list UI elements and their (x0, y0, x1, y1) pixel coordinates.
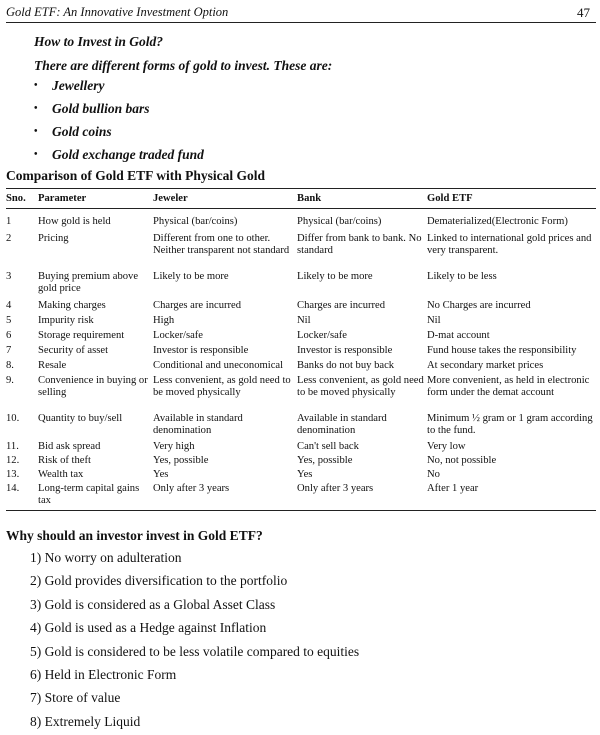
cell-jeweler: Available in standard denomination (153, 413, 243, 436)
cell-sno: 5 (6, 315, 12, 326)
column-header-parameter: Parameter (38, 193, 87, 204)
list-item: 8) Extremely Liquid (30, 713, 141, 729)
running-title: Gold ETF: An Innovative Investment Option (6, 5, 229, 19)
cell-bank: Less convenient, as gold need to be moved physically (297, 375, 424, 398)
cell-jeweler: Yes, possible (153, 455, 209, 466)
cell-gold-etf: Nil (427, 315, 441, 326)
table-row (6, 330, 596, 345)
page-header (6, 5, 594, 23)
cell-sno: 1 (6, 216, 12, 227)
list-item-label: Jewellery (52, 78, 105, 93)
cell-sno: 14. (6, 483, 20, 494)
cell-sno: 12. (6, 455, 20, 466)
cell-sno: 3 (6, 271, 12, 282)
cell-gold-etf: Fund house takes the responsibility (427, 345, 577, 356)
cell-sno: 10. (6, 413, 20, 424)
intro-subheading: There are different forms of gold to invest. These are: (34, 58, 333, 73)
cell-parameter: Wealth tax (38, 469, 84, 480)
list-item: 2) Gold provides diversification to the portfolio (30, 573, 288, 589)
cell-sno: 8. (6, 360, 14, 371)
column-header-sno: Sno. (6, 193, 26, 204)
gold-forms-list (34, 74, 434, 166)
column-header-bank: Bank (297, 193, 322, 204)
bullet-icon: • (34, 103, 38, 114)
table-title: Comparison of Gold ETF with Physical Gold (6, 168, 266, 183)
cell-bank: Yes (297, 469, 313, 480)
list-item-label: Gold bullion bars (52, 101, 150, 116)
table-row (6, 483, 596, 510)
cell-sno: 13. (6, 469, 20, 480)
cell-sno: 4 (6, 300, 12, 311)
cell-jeweler: Very high (153, 441, 195, 452)
column-header-gold-etf: Gold ETF (427, 193, 473, 204)
bullet-icon: • (34, 126, 38, 137)
cell-gold-etf: No (427, 469, 440, 480)
cell-jeweler: High (153, 315, 175, 326)
table-row (6, 315, 596, 330)
list-item (34, 120, 434, 143)
cell-gold-etf: No Charges are incurred (427, 300, 531, 311)
cell-sno: 11. (6, 441, 19, 452)
table-row (6, 216, 596, 233)
list-item: 7) Store of value (30, 690, 121, 706)
table-row (6, 233, 596, 271)
cell-sno: 9. (6, 375, 14, 386)
cell-jeweler: Likely to be more (153, 271, 229, 282)
cell-bank: Can't sell back (297, 441, 359, 452)
table-row (6, 455, 596, 469)
cell-parameter: Bid ask spread (38, 441, 101, 452)
cell-bank: Yes, possible (297, 455, 353, 466)
reasons-list (30, 546, 359, 733)
bullet-icon: • (34, 80, 38, 91)
list-item-label: Gold exchange traded fund (52, 147, 204, 162)
cell-sno: 7 (6, 345, 12, 356)
cell-jeweler: Charges are incurred (153, 300, 242, 311)
column-header-jeweler: Jeweler (153, 193, 188, 204)
cell-bank: Differ from bank to bank. No standard (297, 233, 422, 256)
list-item: 5) Gold is considered to be less volatile compared to equities (30, 643, 360, 659)
cell-parameter: Storage requirement (38, 330, 125, 341)
cell-bank: Physical (bar/coins) (297, 216, 382, 227)
cell-bank: Banks do not buy back (297, 360, 395, 371)
intro-section (34, 30, 554, 78)
table-row (6, 271, 596, 300)
cell-gold-etf: Dematerialized(Electronic Form) (427, 216, 568, 227)
cell-jeweler: Different from one to other. Neither transparent not standard (153, 233, 290, 256)
cell-bank: Nil (297, 315, 311, 326)
table-row (6, 375, 596, 413)
cell-jeweler: Physical (bar/coins) (153, 216, 238, 227)
list-item: 6) Held in Electronic Form (30, 666, 177, 682)
cell-parameter: Security of asset (38, 345, 109, 356)
cell-bank: Locker/safe (297, 330, 347, 341)
table-header-row (6, 188, 596, 209)
table-row (6, 360, 596, 375)
cell-bank: Investor is responsible (297, 345, 393, 356)
table-row (6, 300, 596, 315)
table-row (6, 413, 596, 441)
cell-parameter: Risk of theft (38, 455, 91, 466)
cell-jeweler: Investor is responsible (153, 345, 249, 356)
cell-jeweler: Conditional and uneconomical (153, 360, 284, 371)
bullet-icon: • (34, 149, 38, 160)
cell-gold-etf: Likely to be less (427, 271, 497, 282)
cell-bank: Available in standard denomination (297, 413, 387, 436)
list-item: 3) Gold is considered as a Global Asset Class (30, 596, 276, 612)
cell-gold-etf: Very low (427, 441, 466, 452)
page-number: 47 (577, 5, 590, 20)
table-row (6, 469, 596, 483)
table-row (6, 441, 596, 455)
list-item (34, 97, 434, 120)
cell-parameter: Impurity risk (38, 315, 94, 326)
list-item-label: Gold coins (52, 124, 112, 139)
cell-bank: Only after 3 years (297, 483, 374, 494)
cell-gold-etf: More convenient, as held in electronic form under the demat account (427, 375, 590, 398)
cell-gold-etf: No, not possible (427, 455, 497, 466)
cell-sno: 6 (6, 330, 12, 341)
cell-sno: 2 (6, 233, 12, 244)
cell-parameter: How gold is held (38, 216, 111, 227)
cell-parameter: Long-term capital gains tax (38, 483, 140, 506)
cell-jeweler: Yes (153, 469, 169, 480)
cell-jeweler: Locker/safe (153, 330, 203, 341)
why-heading: Why should an investor invest in Gold ETF? (6, 528, 263, 543)
list-item (34, 74, 434, 97)
list-item: 1) No worry on adulteration (30, 550, 182, 565)
cell-parameter: Quantity to buy/sell (38, 413, 123, 424)
cell-gold-etf: D-mat account (427, 330, 490, 341)
cell-parameter: Making charges (38, 300, 106, 311)
cell-parameter: Buying premium above gold price (38, 271, 139, 294)
header-rule (6, 22, 596, 23)
cell-bank: Likely to be more (297, 271, 373, 282)
list-item: 4) Gold is used as a Hedge against Inflation (30, 620, 267, 636)
cell-parameter: Pricing (38, 233, 69, 244)
cell-gold-etf: At secondary market prices (427, 360, 544, 371)
intro-heading: How to Invest in Gold? (34, 34, 164, 49)
cell-jeweler: Less convenient, as gold need to be moved physically (153, 375, 291, 398)
cell-gold-etf: Linked to international gold prices and very transparent. (427, 233, 592, 256)
cell-parameter: Resale (38, 360, 67, 371)
comparison-table (6, 188, 596, 511)
list-item (34, 143, 434, 166)
cell-jeweler: Only after 3 years (153, 483, 230, 494)
table-row (6, 345, 596, 360)
cell-gold-etf: Minimum ½ gram or 1 gram according to the fund. (427, 413, 593, 436)
cell-gold-etf: After 1 year (427, 483, 479, 494)
cell-bank: Charges are incurred (297, 300, 386, 311)
cell-parameter: Convenience in buying or selling (38, 375, 148, 398)
